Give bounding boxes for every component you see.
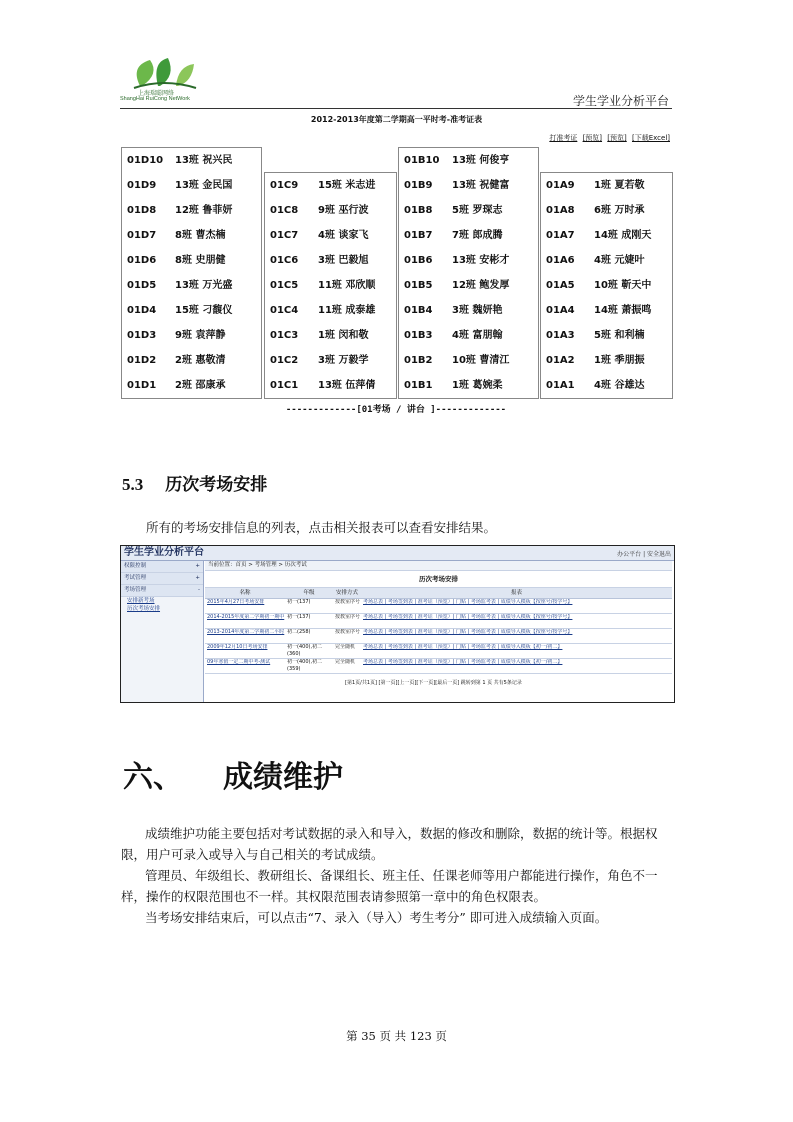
sidebar-item-label: 权限控制 — [124, 563, 147, 569]
seat-code: 01B6 — [404, 255, 433, 266]
seat-cell — [541, 348, 672, 373]
seat-cell — [399, 273, 538, 298]
table-header — [205, 588, 672, 599]
seat-cell — [265, 348, 396, 373]
logo-text-en: ShangHai RuiCong NetWork — [120, 96, 190, 102]
seat-cell — [265, 198, 396, 223]
student-name: 13班 金民国 — [175, 180, 233, 191]
preview-link-1[interactable]: [预览] — [582, 134, 603, 142]
breadcrumb: 当前位置：首页 > 考场管理 > 历次考试 — [205, 561, 672, 571]
seat-cell — [399, 323, 538, 348]
seat-cell — [399, 373, 538, 398]
seat-cell — [122, 348, 261, 373]
logo-text-cn: 上海瑞聪网络 — [138, 91, 175, 97]
student-name: 1班 葛婉柔 — [452, 380, 503, 391]
row-grade: 初一(137) — [287, 614, 311, 620]
seat-code: 01A3 — [546, 330, 575, 341]
student-name: 13班 万光盛 — [175, 280, 233, 291]
student-name: 14班 萧振鸣 — [594, 305, 652, 316]
seat-code: 01A2 — [546, 355, 575, 366]
page-footer: 第 35 页 共 123 页 — [346, 1029, 447, 1043]
student-name: 10班 靳天中 — [594, 280, 652, 291]
app-top-links[interactable]: 办公平台 | 安全退出 — [617, 551, 671, 558]
seat-cell — [265, 273, 396, 298]
student-name: 1班 季朋振 — [594, 355, 645, 366]
seat-cell — [265, 248, 396, 273]
seat-cell — [541, 323, 672, 348]
seat-code: 01B7 — [404, 230, 433, 241]
chapter-title: 成绩维护 — [223, 760, 343, 795]
student-name: 9班 袁萍静 — [175, 330, 226, 341]
row-report-links[interactable]: 考场总表 | 考场签到表 | 准考证（预览）| 门贴 | 考场监考表 | 成绩导入模板【初一/初二】 — [363, 644, 563, 650]
seat-column-a — [540, 172, 673, 399]
seat-cell — [122, 373, 261, 398]
table-row — [205, 599, 672, 614]
seat-code: 01B1 — [404, 380, 433, 391]
exam-room-caption: -------------[01考场 / 讲台 ]------------- — [285, 405, 507, 415]
seat-column-b — [398, 147, 539, 399]
app-main — [205, 561, 672, 702]
seat-cell — [122, 173, 261, 198]
chapter-number: 六、 — [123, 760, 183, 795]
seat-cell — [265, 173, 396, 198]
preview-link-2[interactable]: [预览] — [607, 134, 627, 142]
sidebar-item-label: 考场管理 — [124, 587, 147, 593]
table-row — [205, 629, 672, 644]
app-table-title: 历次考场安排 — [205, 571, 672, 588]
seat-code: 01B3 — [404, 330, 433, 341]
seat-cell — [122, 298, 261, 323]
seat-cell — [265, 223, 396, 248]
student-name: 12班 鲁菲妍 — [175, 205, 233, 216]
seat-cell — [122, 323, 261, 348]
student-name: 3班 巴毅旭 — [318, 255, 369, 266]
seat-cell — [399, 173, 538, 198]
seat-code: 01C4 — [270, 305, 299, 316]
seat-code: 01B8 — [404, 205, 433, 216]
sidebar-item-label: 考试管理 — [124, 575, 147, 581]
seat-code: 01B5 — [404, 280, 433, 291]
student-name: 13班 安彬才 — [452, 255, 510, 266]
collapse-icon: - — [198, 587, 200, 593]
seat-code: 01C9 — [270, 180, 299, 191]
seat-column-c — [264, 172, 397, 399]
seat-code: 01B2 — [404, 355, 433, 366]
seat-code: 01A1 — [546, 380, 575, 391]
student-name: 15班 米志进 — [318, 180, 376, 191]
row-report-links[interactable]: 考场总表 | 考场签到表 | 准考证（预览）| 门贴 | 考场监考表 | 成绩导入模板【初一/初二】 — [363, 659, 563, 665]
section-paragraph: 所有的考场安排信息的列表，点击相关报表可以查看安排结果。 — [146, 520, 497, 535]
student-name: 4班 谷雄达 — [594, 380, 645, 391]
student-name: 8班 史朋健 — [175, 255, 226, 266]
row-name-link[interactable]: 2015年4月27日考场安排 — [207, 599, 265, 605]
seat-cell — [541, 198, 672, 223]
row-method: 按教室序号 — [335, 629, 361, 635]
seat-column-d — [121, 147, 262, 399]
seat-code: 01C8 — [270, 205, 299, 216]
seat-code: 01A8 — [546, 205, 575, 216]
student-name: 4班 富朋翰 — [452, 330, 503, 341]
student-name: 4班 谈家飞 — [318, 230, 369, 241]
seat-code: 01A4 — [546, 305, 575, 316]
seat-code: 01C5 — [270, 280, 299, 291]
table-row — [205, 644, 672, 659]
header-divider — [120, 108, 672, 109]
seat-cell — [265, 298, 396, 323]
seat-code: 01A9 — [546, 180, 575, 191]
student-name: 9班 巫行波 — [318, 205, 369, 216]
row-name-link[interactable]: 09年寒假一定二期中考-测试 — [207, 659, 271, 665]
seat-code: 01D9 — [127, 180, 157, 191]
student-name: 11班 成泰雄 — [318, 305, 376, 316]
exam-table-links — [546, 133, 670, 143]
download-excel-link[interactable]: [下载Excel] — [631, 134, 670, 142]
seat-code: 01A5 — [546, 280, 575, 291]
app-titlebar — [121, 546, 674, 561]
table-row — [205, 614, 672, 629]
print-ticket-link[interactable]: 打准考证 — [549, 134, 578, 142]
embedded-screenshot — [120, 545, 675, 703]
seat-cell — [399, 148, 538, 173]
student-name: 2班 惠敬清 — [175, 355, 226, 366]
student-name: 8班 曹杰楠 — [175, 230, 226, 241]
row-method: 按教室序号 — [335, 599, 361, 605]
header-method: 安排方式 — [335, 590, 358, 596]
seat-cell — [122, 148, 261, 173]
header-grade: 年级 — [303, 590, 315, 596]
table-row — [205, 659, 672, 674]
expand-icon: + — [195, 563, 200, 569]
seat-cell — [399, 223, 538, 248]
row-report-links[interactable]: 考场总表 | 考场签到表 | 准考证（预览）| 门贴 | 考场监考表 | 成绩导入模板【按座号/按学号】 — [363, 614, 573, 620]
row-method: 完全随机 — [335, 659, 356, 665]
student-name: 1班 闵和敬 — [318, 330, 369, 341]
student-name: 13班 何俊亨 — [452, 155, 510, 166]
sidebar-sub-new-room[interactable]: 安排新考场 — [127, 598, 155, 604]
paragraph-1: 成绩维护功能主要包括对考试数据的录入和导入，数据的修改和删除，数据的统计等。根据权限，用户可录入或导入与自己相关的考试成绩。 — [121, 826, 658, 862]
leaf-logo-icon — [120, 56, 210, 90]
pager[interactable] — [205, 679, 672, 686]
seat-code: 01B4 — [404, 305, 433, 316]
paragraph-2: 管理员、年级组长、教研组长、备课组长、班主任、任课老师等用户都能进行操作，角色不一样，操作的权限范围也不一样。其权限范围表请参照第一章中的角色权限表。 — [121, 868, 658, 904]
seat-code: 01D3 — [127, 330, 157, 341]
student-name: 5班 和利楠 — [594, 330, 645, 341]
header-name: 名称 — [239, 590, 251, 596]
row-method: 完全随机 — [335, 644, 356, 650]
student-name: 3班 魏妍艳 — [452, 305, 503, 316]
row-report-links[interactable]: 考场总表 | 考场签到表 | 准考证（预览）| 门贴 | 考场监考表 | 成绩导入模板【按座号/按学号】 — [363, 599, 573, 605]
seat-code: 01D8 — [127, 205, 157, 216]
row-name-link[interactable]: 2009年12月10日考场安排 — [207, 644, 268, 650]
section-heading-5-3 — [122, 470, 267, 495]
student-name: 11班 邓欣顺 — [318, 280, 376, 291]
seat-cell — [122, 273, 261, 298]
seat-code: 01D4 — [127, 305, 157, 316]
student-name: 13班 祝兴民 — [175, 155, 233, 166]
row-name-link[interactable]: 2013-2014年度第二学期初二平时 — [207, 629, 285, 635]
chapter-heading-6 — [123, 752, 343, 796]
section-number: 5.3 — [122, 475, 144, 494]
app-title: 学生学业分析平台 — [124, 547, 204, 558]
seat-cell — [399, 298, 538, 323]
row-name-link[interactable]: 2014-2015年度第二学期初一期中 — [207, 614, 285, 620]
student-name: 13班 伍萍倩 — [318, 380, 376, 391]
seat-cell — [399, 248, 538, 273]
seat-code: 01C2 — [270, 355, 299, 366]
student-name: 10班 曹清江 — [452, 355, 510, 366]
student-name: 12班 鲍发厚 — [452, 280, 510, 291]
seat-code: 01A6 — [546, 255, 575, 266]
section-title: 历次考场安排 — [165, 475, 268, 495]
row-grade: 初一(137) — [287, 599, 311, 605]
table-body — [205, 599, 672, 674]
sidebar-item-room[interactable] — [121, 585, 203, 597]
seat-code: 01C6 — [270, 255, 299, 266]
seat-code: 01D10 — [127, 155, 164, 166]
student-name: 7班 郎成腾 — [452, 230, 503, 241]
seat-code: 01D2 — [127, 355, 157, 366]
seat-cell — [122, 248, 261, 273]
row-grade: 初一(400),初二(360) — [287, 644, 323, 657]
student-name: 6班 万时承 — [594, 205, 645, 216]
student-name: 5班 罗琛志 — [452, 205, 503, 216]
seat-code: 01B9 — [404, 180, 433, 191]
seat-cell — [399, 198, 538, 223]
row-grade: 初二(258) — [287, 629, 311, 635]
seat-cell — [541, 298, 672, 323]
header-platform-title: 学生学业分析平台 — [572, 94, 669, 108]
seat-code: 01D5 — [127, 280, 157, 291]
seat-code: 01D1 — [127, 380, 157, 391]
seat-cell — [541, 373, 672, 398]
expand-icon: + — [195, 575, 200, 581]
seat-cell — [541, 273, 672, 298]
seat-cell — [399, 348, 538, 373]
pager-text: [第1页/共1页] [第一页][上一页][下一页][最后一页] 跳转到第 1 页 共有5条记录 — [345, 680, 522, 686]
row-method: 按教室序号 — [335, 614, 361, 620]
sidebar-item-permission[interactable] — [121, 561, 203, 573]
seat-code: 01C3 — [270, 330, 299, 341]
seat-code: 01D7 — [127, 230, 157, 241]
seat-cell — [122, 198, 261, 223]
seat-code: 01C1 — [270, 380, 299, 391]
student-name: 3班 万毅学 — [318, 355, 369, 366]
app-sidebar — [121, 561, 204, 702]
row-report-links[interactable]: 考场总表 | 考场签到表 | 准考证（预览）| 门贴 | 考场监考表 | 成绩导入模板【按座号/按学号】 — [363, 629, 573, 635]
seat-cell — [265, 323, 396, 348]
seat-code: 01B10 — [404, 155, 440, 166]
seat-cell — [541, 248, 672, 273]
sidebar-sub-history[interactable]: 历次考场安排 — [127, 606, 161, 612]
sidebar-item-exam[interactable] — [121, 573, 203, 585]
seat-cell — [265, 373, 396, 398]
student-name: 4班 元婕叶 — [594, 255, 645, 266]
row-grade: 初一(400),初二(359) — [287, 659, 323, 672]
seat-code: 01A7 — [546, 230, 575, 241]
seat-cell — [541, 223, 672, 248]
student-name: 14班 成刚天 — [594, 230, 652, 241]
seat-cell — [541, 173, 672, 198]
student-name: 15班 刁馥仪 — [175, 305, 233, 316]
student-name: 13班 祝健富 — [452, 180, 510, 191]
paragraph-3: 当考场安排结束后，可以点击“7、录入（导入）考生考分” 即可进入成绩输入页面。 — [145, 910, 608, 925]
student-name: 1班 夏若敬 — [594, 180, 645, 191]
seat-code: 01D6 — [127, 255, 157, 266]
seat-code: 01C7 — [270, 230, 299, 241]
header-report: 报表 — [510, 590, 522, 596]
exam-table-title: 2012-2013年度第二学期高一平时考-准考证表 — [310, 115, 483, 124]
student-name: 2班 邵康承 — [175, 380, 226, 391]
seat-cell — [122, 223, 261, 248]
